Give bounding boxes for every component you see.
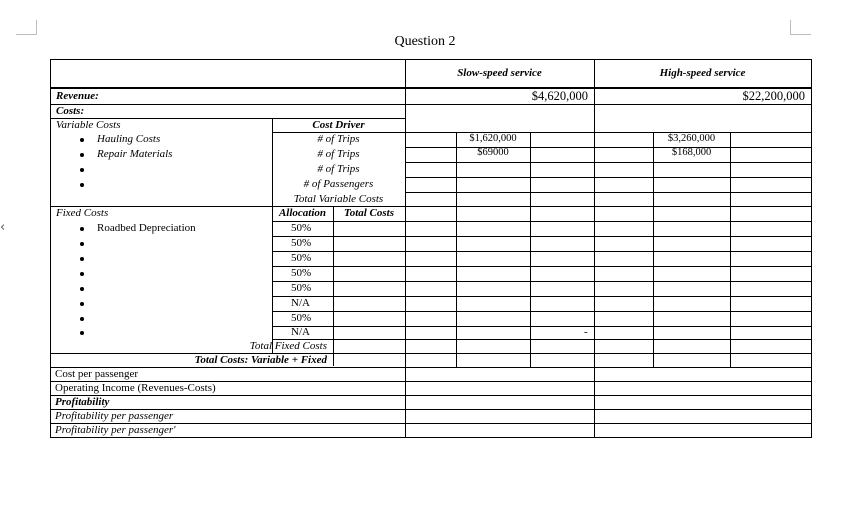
revenue-label: Revenue: bbox=[56, 90, 99, 102]
variable-item-driver: # of Trips bbox=[317, 163, 360, 175]
variable-item-driver: # of Trips bbox=[317, 148, 360, 160]
bullet-icon bbox=[80, 242, 84, 246]
fixed-item-allocation: N/A bbox=[291, 326, 310, 338]
profitability-label: Profitability bbox=[55, 396, 110, 408]
total-fixed-costs-label: Total Fixed Costs bbox=[249, 340, 327, 352]
bullet-icon bbox=[80, 317, 84, 321]
variable-item-slow-value: $69000 bbox=[477, 147, 509, 158]
costs-label: Costs: bbox=[56, 105, 85, 117]
bullet-icon bbox=[80, 257, 84, 261]
fixed-item-allocation: 50% bbox=[291, 222, 312, 234]
slow-speed-header: Slow-speed service bbox=[457, 67, 542, 79]
variable-item-driver: # of Passengers bbox=[303, 178, 374, 190]
crop-mark-top-right bbox=[790, 20, 811, 35]
fixed-item-allocation: 50% bbox=[291, 252, 312, 264]
fixed-item-label: Roadbed Depreciation bbox=[97, 222, 196, 234]
cost-table bbox=[50, 59, 812, 438]
dash-mark: - bbox=[584, 326, 588, 338]
variable-item-label: Repair Materials bbox=[97, 148, 173, 160]
fixed-item-allocation: 50% bbox=[291, 267, 312, 279]
total-costs-header: Total Costs bbox=[343, 207, 395, 219]
cost-per-passenger-label: Cost per passenger bbox=[55, 368, 139, 380]
allocation-header: Allocation bbox=[278, 207, 327, 219]
cost-driver-header: Cost Driver bbox=[312, 119, 365, 131]
variable-item-high-value: $3,260,000 bbox=[667, 133, 716, 144]
bullet-icon bbox=[80, 272, 84, 276]
bullet-icon bbox=[80, 168, 84, 172]
bullet-icon bbox=[80, 302, 84, 306]
crop-mark-top-left bbox=[16, 20, 37, 35]
bullet-icon bbox=[80, 287, 84, 291]
bullet-icon bbox=[80, 138, 84, 142]
revenue-high: $22,200,000 bbox=[742, 89, 805, 103]
revenue-slow: $4,620,000 bbox=[531, 89, 588, 103]
variable-item-label: Hauling Costs bbox=[97, 133, 161, 145]
variable-item-high-value: $168,000 bbox=[671, 147, 712, 158]
profitability-per-passenger-2-label: Profitability per passenger' bbox=[55, 424, 176, 436]
variable-item-slow-value: $1,620,000 bbox=[469, 133, 517, 144]
bullet-icon bbox=[80, 183, 84, 187]
total-variable-costs-label: Total Variable Costs bbox=[293, 193, 384, 205]
question-title: Question 2 bbox=[394, 34, 456, 49]
chevron-left-icon[interactable]: ‹ bbox=[0, 220, 6, 235]
fixed-item-allocation: 50% bbox=[291, 237, 312, 249]
operating-income-label: Operating Income (Revenues-Costs) bbox=[55, 382, 216, 394]
fixed-item-allocation: N/A bbox=[291, 297, 310, 309]
variable-costs-label: Variable Costs bbox=[56, 119, 121, 131]
total-costs-label: Total Costs: Variable + Fixed bbox=[194, 354, 327, 366]
bullet-icon bbox=[80, 153, 84, 157]
high-speed-header: High-speed service bbox=[659, 67, 746, 79]
profitability-per-passenger-label: Profitability per passenger bbox=[55, 410, 174, 422]
fixed-item-allocation: 50% bbox=[291, 312, 312, 324]
bullet-icon bbox=[80, 331, 84, 335]
fixed-costs-label: Fixed Costs bbox=[56, 207, 109, 219]
bullet-icon bbox=[80, 227, 84, 231]
fixed-item-allocation: 50% bbox=[291, 282, 312, 294]
variable-item-driver: # of Trips bbox=[317, 133, 360, 145]
